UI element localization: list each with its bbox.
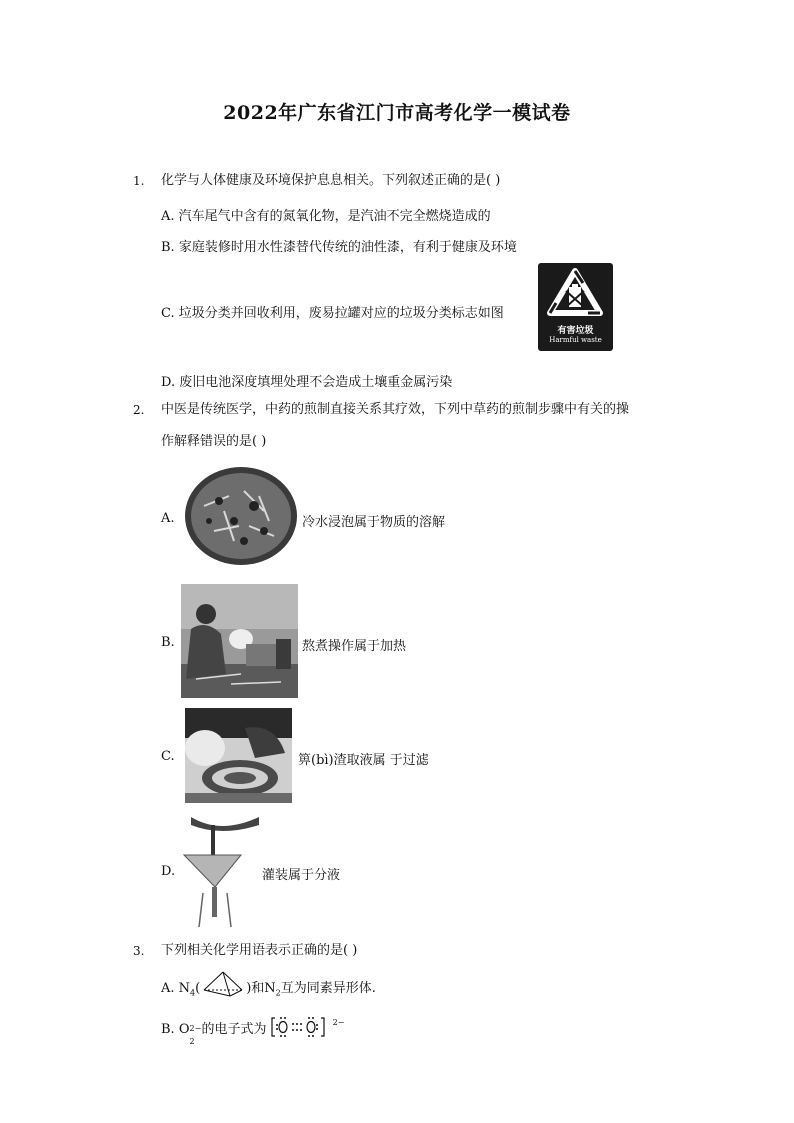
boiling-photo [181, 584, 298, 698]
option-a: A. 汽车尾气中含有的氮氧化物，是汽油不完全燃烧造成的 [161, 209, 491, 224]
question-stem-line2: 作解释错误的是( ) [161, 434, 267, 449]
option-a-text: 冷水浸泡属于物质的溶解 [302, 515, 446, 530]
subscript: 4 [190, 988, 196, 998]
superscript: 2− [189, 1024, 202, 1033]
question-number: 2. [133, 403, 145, 417]
option-c: C. 垃圾分类并回收利用，废易拉罐对应的垃圾分类标志如图 [161, 306, 504, 321]
logo-label-cn: 有害垃圾 [557, 326, 594, 336]
question-stem-line1: 中医是传统医学，中药的煎制直接关系其疗效，下列中草药的煎制步骤中有关的操 [161, 402, 630, 417]
option-b-text: 的电子式为 [201, 1022, 267, 1037]
option-a-end: 互为同素异形体. [280, 981, 376, 996]
straining-photo [185, 708, 292, 803]
tetrahedron-icon [200, 970, 246, 998]
option-a-prefix: A. N [161, 981, 191, 996]
question-number: 3. [133, 944, 145, 958]
page-title: 2022年广东省江门市高考化学一模试卷 [223, 102, 571, 124]
electron-formula-icon [271, 1015, 333, 1039]
subscript-2: 2 [275, 988, 281, 998]
option-c-text: 箅(bì)渣取液属 于过滤 [298, 753, 429, 768]
option-d-text: 灌装属于分液 [262, 868, 341, 883]
option-a [161, 977, 376, 998]
logo-label-en: Harmful waste [549, 336, 602, 344]
option-b-prefix: B. O [161, 1022, 190, 1037]
herbs-soaking-photo [184, 466, 298, 566]
formula-charge: 2− [332, 1018, 345, 1027]
option-a-letter: A. [161, 511, 175, 526]
harmful-waste-logo [538, 263, 613, 351]
option-b-letter: B. [161, 635, 175, 650]
option-b [161, 1018, 345, 1046]
subscript: 2 [189, 1037, 195, 1046]
option-b-text: 熬煮操作属于加热 [302, 639, 407, 654]
question-stem: 化学与人体健康及环境保护息息相关。下列叙述正确的是( ) [161, 173, 501, 188]
option-c-letter: C. [161, 749, 175, 764]
option-d-letter: D. [161, 864, 176, 879]
funnel-photo [181, 815, 261, 929]
option-a-after: )和N [246, 981, 276, 996]
question-stem: 下列相关化学用语表示正确的是( ) [161, 943, 358, 958]
option-b: B. 家庭装修时用水性漆替代传统的油性漆，有利于健康及环境 [161, 240, 517, 255]
paren-open: ( [195, 981, 201, 996]
question-number: 1. [133, 174, 145, 188]
option-d: D. 废旧电池深度填埋处理不会造成土壤重金属污染 [161, 375, 453, 390]
